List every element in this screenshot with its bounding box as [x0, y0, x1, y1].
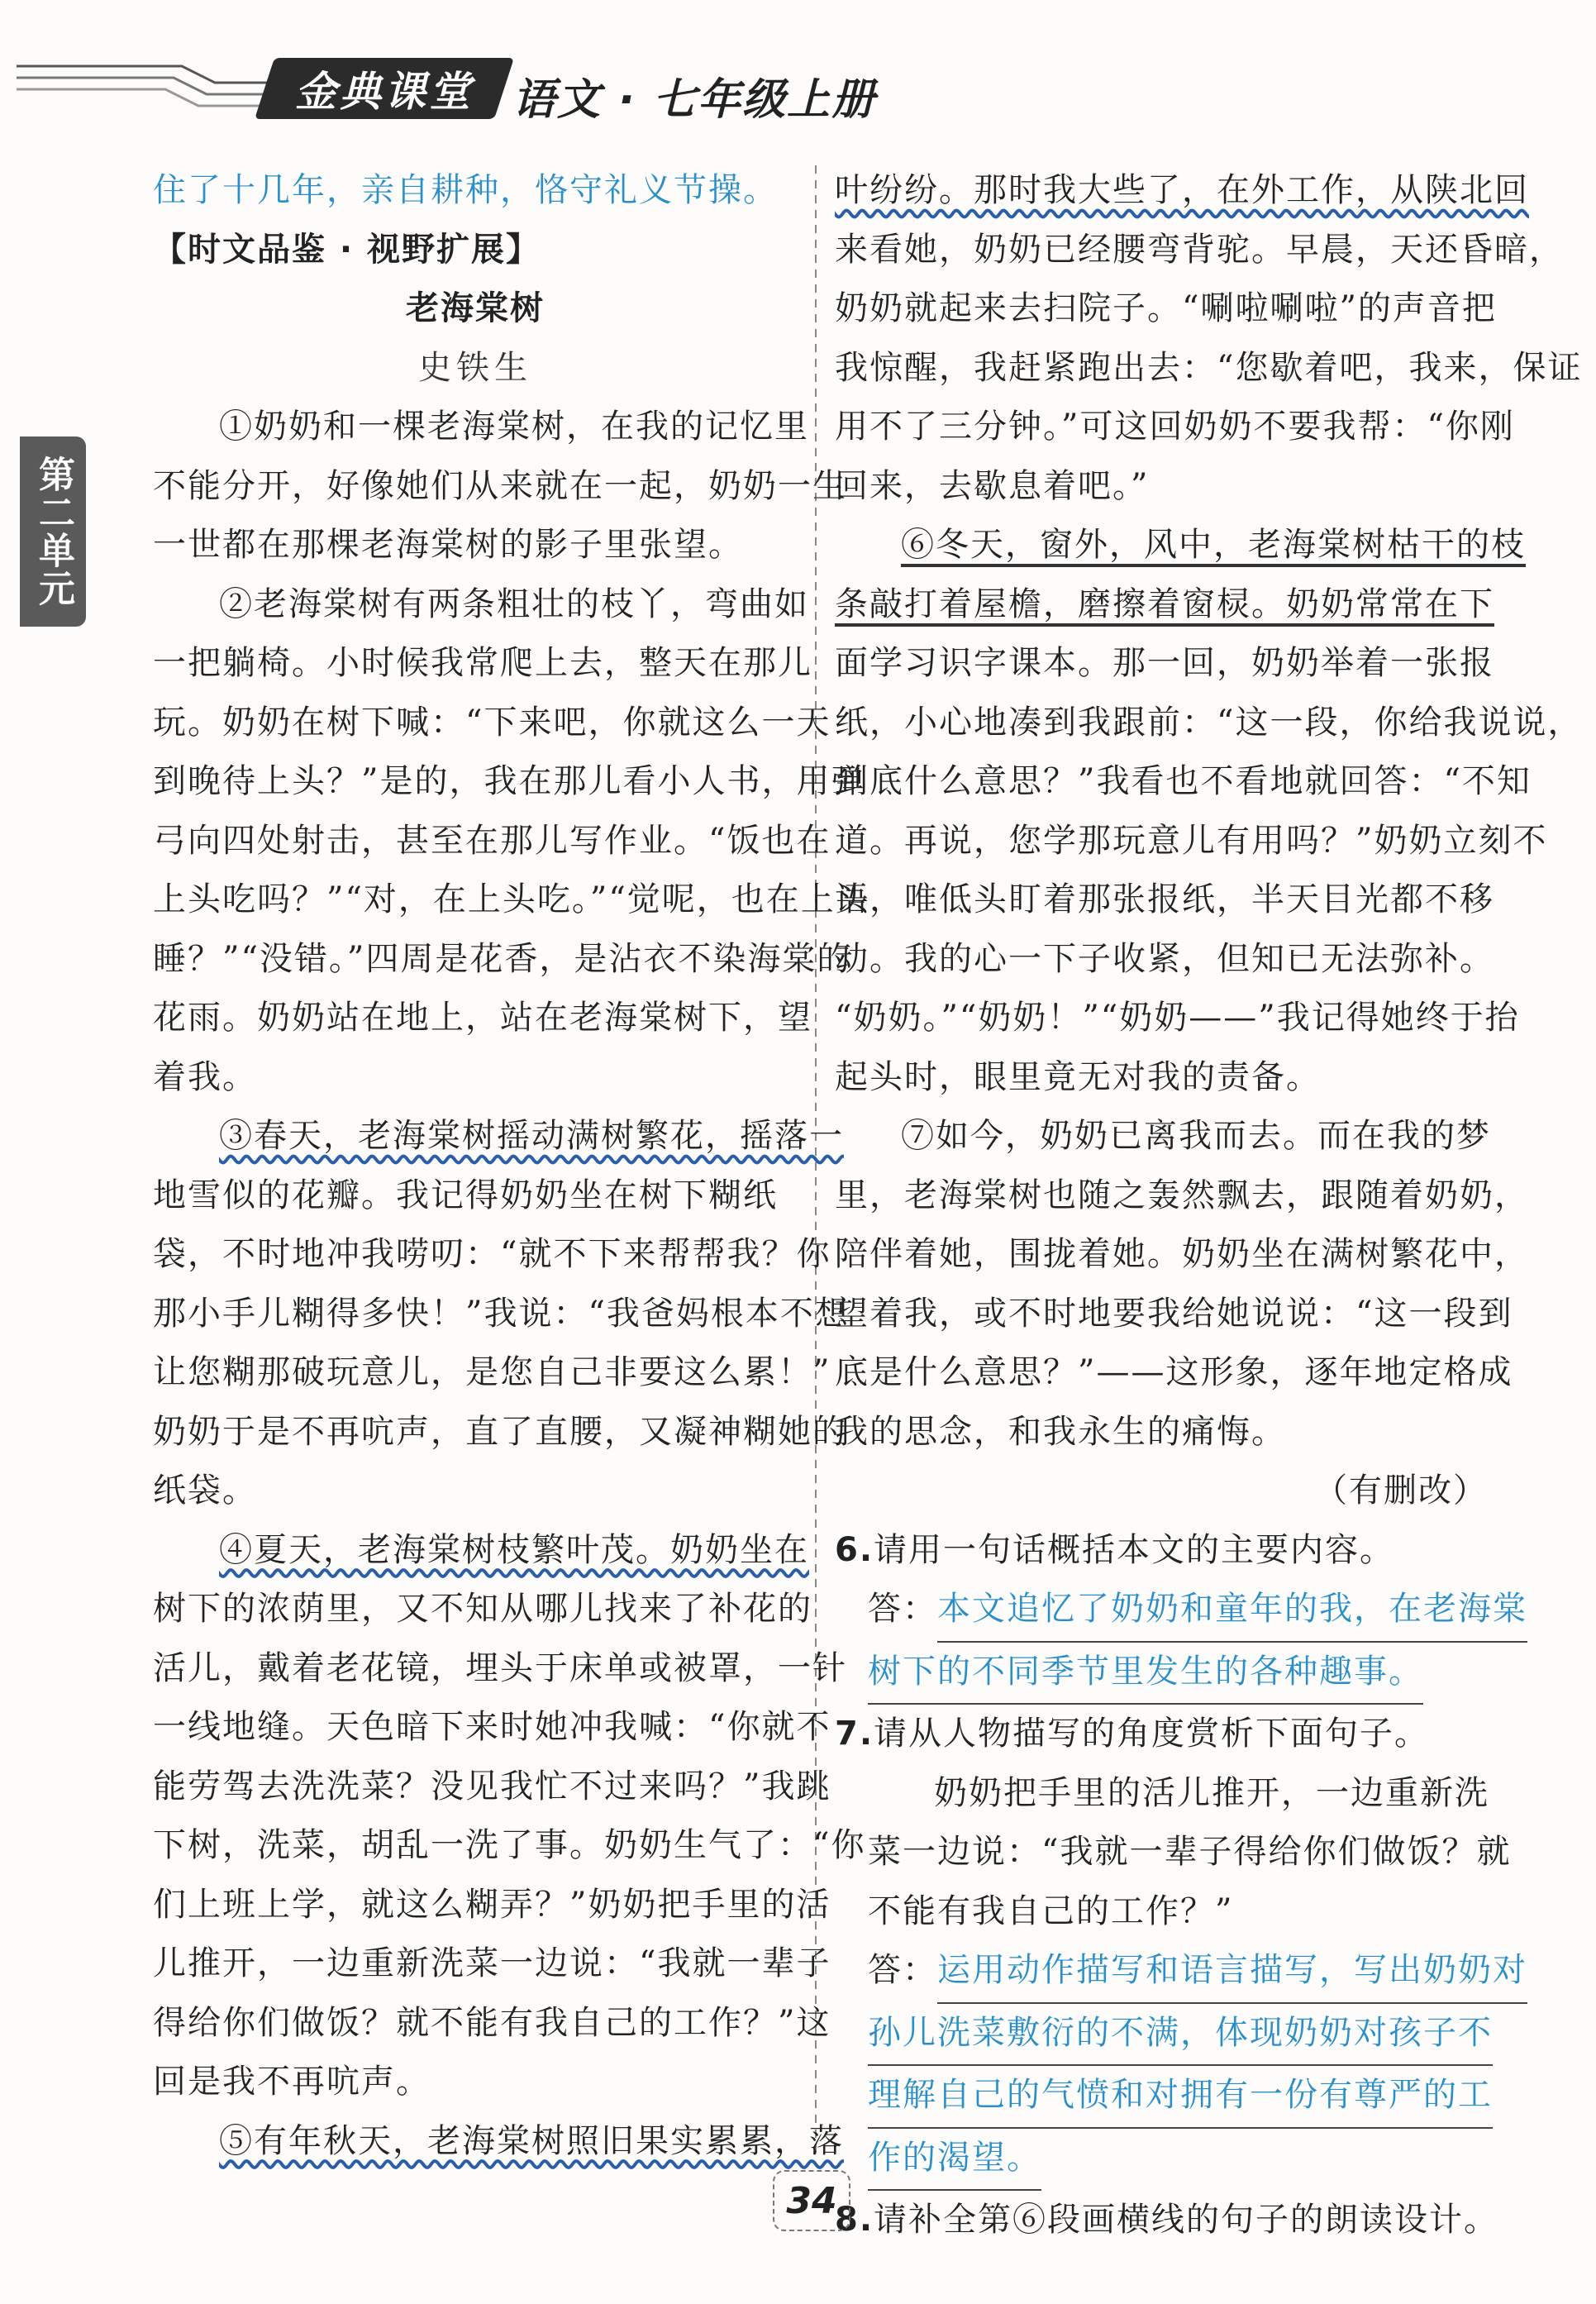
quote-line: 菜一边说：“我就一辈子得给你们做饭？就	[868, 1833, 1512, 1871]
handwritten-answer: 本文追忆了奶奶和童年的我，在老海棠	[937, 1580, 1527, 1643]
paragraph-line: 我惊醒，我赶紧跑出去：“您歇着吧，我来，保证	[835, 348, 1583, 387]
paragraph-line: 我的思念，和我永生的痛悔。	[835, 1412, 1286, 1451]
wavy-underlined-text: ③春天，老海棠树摇动满树繁花，摇落一	[219, 1117, 844, 1155]
paragraph-line: 语，唯低头盯着那张报纸，半天目光都不移	[835, 880, 1494, 918]
page-number: 34	[773, 2170, 850, 2231]
brand-badge-text: 金典课堂	[295, 68, 474, 116]
paragraph-line: “奶奶。”“奶奶！”“奶奶——”我记得她终于抬	[835, 999, 1520, 1037]
question-text: 请用一句话概括本文的主要内容。	[874, 1530, 1395, 1569]
handwritten-answer: 理解自己的气愤和对拥有一份有尊严的工	[868, 2066, 1493, 2129]
wavy-underlined-text: ④夏天，老海棠树枝繁叶茂。奶奶坐在	[219, 1530, 809, 1569]
paragraph-line: 让您糊那破玩意儿，是您自己非要这么累！”	[153, 1353, 831, 1391]
question-number: 6.	[835, 1530, 874, 1569]
paragraph-line: 地雪似的花瓣。我记得奶奶坐在树下糊纸	[153, 1176, 778, 1214]
paragraph-line: 底是什么意思？”——这形象，逐年地定格成	[835, 1353, 1513, 1391]
paragraph-line: 儿推开，一边重新洗菜一边说：“我就一辈子	[153, 1944, 831, 1982]
book-subtitle: 语文 · 七年级上册	[512, 75, 876, 125]
handwritten-answer: 树下的不同季节里发生的各种趣事。	[868, 1643, 1423, 1705]
paragraph-line: 来看她，奶奶已经腰弯背驼。早晨，天还昏暗，	[835, 230, 1564, 269]
paragraph-line: 活儿，戴着老花镜，埋头于床单或被罩，一针	[153, 1648, 847, 1687]
paragraph-line: 睡？”“没错。”四周是花香，是沾衣不染海棠的	[153, 939, 852, 978]
underlined-text: ⑥冬天，窗外，风中，老海棠树枯干的枝	[901, 526, 1526, 564]
paragraph-line: 花雨。奶奶站在地上，站在老海棠树下，望	[153, 999, 812, 1037]
paragraph-line: 玩。奶奶在树下喊：“下来吧，你就这么一天	[153, 703, 831, 742]
paragraph-line: 奶奶于是不再吭声，直了直腰，又凝神糊她的	[153, 1412, 847, 1451]
question-number: 8.	[835, 2201, 874, 2239]
intro-line: 住了十几年，亲自耕种，恪守礼义节操。	[153, 171, 778, 209]
paragraph-line	[153, 1107, 844, 1166]
quote-line: 奶奶把手里的活儿推开，一边重新洗	[934, 1773, 1489, 1812]
left-column	[153, 161, 870, 2171]
question-text: 请补全第⑥段画横线的句子的朗读设计。	[874, 2201, 1499, 2239]
answer-line	[835, 2004, 1493, 2067]
paragraph-line	[153, 2112, 844, 2172]
wavy-underlined-text: 叶纷纷。那时我大些了，在外工作，从陕北回	[835, 171, 1529, 209]
answer-label: 答：	[868, 1951, 937, 1989]
paragraph-line: 能劳驾去洗洗菜？没见我忙不过来吗？”我跳	[153, 1767, 831, 1806]
paragraph-line	[835, 575, 1494, 635]
question-8	[835, 2191, 1499, 2250]
paragraph-line	[835, 161, 1529, 221]
answer-label: 答：	[868, 1590, 937, 1628]
article-author: 史铁生	[418, 348, 532, 387]
paragraph-line: 一世都在那棵老海棠树的影子里张望。	[153, 526, 743, 564]
paragraph-line: 面学习识字课本。那一回，奶奶举着一张报	[835, 644, 1494, 682]
source-note: （有删改）	[1314, 1472, 1488, 1510]
brand-badge	[255, 58, 514, 119]
paragraph-line: 一把躺椅。小时候我常爬上去，整天在那儿	[153, 644, 812, 682]
wavy-underlined-text: ⑤有年秋天，老海棠树照旧果实累累，落	[219, 2121, 844, 2160]
paragraph-line	[153, 1521, 809, 1581]
paragraph-line: 回来，去歇息着吧。”	[835, 466, 1150, 505]
answer-line	[835, 1580, 1527, 1643]
paragraph-line: 望着我，或不时地要我给她说说：“这一段到	[835, 1294, 1513, 1333]
section-heading: 【时文品鉴 · 视野扩展】	[153, 230, 541, 269]
handwritten-answer: 孙儿洗菜敷衍的不满，体现奶奶对孩子不	[868, 2004, 1493, 2067]
unit-side-tab	[20, 436, 86, 627]
quote-line: 不能有我自己的工作？”	[868, 1891, 1234, 1930]
paragraph-line: 上头吃吗？”“对，在上头吃。”“觉呢，也在上头	[153, 880, 870, 918]
handwritten-answer: 作的渴望。	[868, 2129, 1041, 2192]
paragraph-line: 袋，不时地冲我唠叨：“就不下来帮帮我？你	[153, 1235, 831, 1273]
paragraph-line: 到底什么意思？”我看也不看地就回答：“不知	[835, 762, 1532, 800]
paragraph-line: 纸袋。	[153, 1472, 257, 1510]
question-number: 7.	[835, 1715, 874, 1753]
paragraph-line: ①奶奶和一棵老海棠树，在我的记忆里	[219, 408, 809, 446]
answer-line	[835, 2129, 1488, 2192]
paragraph-line: 树下的浓荫里，又不知从哪儿找来了补花的	[153, 1590, 812, 1628]
article-title: 老海棠树	[406, 289, 545, 327]
paragraph-line: ⑦如今，奶奶已离我而去。而在我的梦	[901, 1117, 1491, 1155]
header-decoration-lines	[17, 58, 289, 116]
paragraph-line: 到晚待上头？”是的，我在那儿看小人书，用弹	[153, 762, 866, 800]
paragraph-line: 弓向四处射击，甚至在那儿写作业。“饭也在	[153, 821, 831, 860]
paragraph-line: 道。再说，您学那玩意儿有用吗？”奶奶立刻不	[835, 821, 1548, 860]
handwritten-answer: 运用动作描写和语言描写，写出奶奶对	[937, 1941, 1527, 2004]
question-6	[835, 1521, 1488, 1581]
paragraph-line: 陪伴着她，围拢着她。奶奶坐在满树繁花中，	[835, 1235, 1529, 1273]
paragraph-line: ②老海棠树有两条粗壮的枝丫，弯曲如	[219, 584, 809, 623]
paragraph-line: 用不了三分钟。”可这回奶奶不要我帮：“你刚	[835, 408, 1515, 446]
right-column	[835, 161, 1583, 2250]
paragraph-line: 着我。	[153, 1057, 257, 1096]
question-7	[835, 1705, 1488, 1764]
answer-line	[835, 1643, 1488, 1705]
paragraph-line: 一线地缝。天色暗下来时她冲我喊：“你就不	[153, 1708, 831, 1746]
paragraph-line: 动。我的心一下子收紧，但知已无法弥补。	[835, 939, 1494, 978]
paragraph-line: 纸，小心地凑到我跟前：“这一段，你给我说说，	[835, 703, 1583, 742]
question-text: 请从人物描写的角度赏析下面句子。	[874, 1715, 1430, 1753]
paragraph-line: 不能分开，好像她们从来就在一起，奶奶一生	[153, 466, 847, 505]
unit-side-tab-label: 第二单元	[32, 456, 74, 608]
paragraph-line	[835, 516, 1526, 575]
answer-line	[835, 2066, 1493, 2129]
paragraph-line: 下树，洗菜，胡乱一洗了事。奶奶生气了：“你	[153, 1826, 866, 1864]
underlined-text: 条敲打着屋檐，磨擦着窗棂。奶奶常常在下	[835, 584, 1494, 623]
paragraph-line: 里，老海棠树也随之轰然飘去，跟随着奶奶，	[835, 1176, 1529, 1214]
paragraph-line: 奶奶就起来去扫院子。“唰啦唰啦”的声音把	[835, 289, 1497, 327]
paragraph-line: 们上班上学，就这么糊弄？”奶奶把手里的活	[153, 1885, 831, 1924]
answer-line	[835, 1941, 1527, 2004]
page-header	[0, 0, 1596, 141]
paragraph-line: 起头时，眼里竟无对我的责备。	[835, 1057, 1321, 1096]
paragraph-line: 得给你们做饭？就不能有我自己的工作？”这	[153, 2003, 831, 2042]
paragraph-line: 那小手儿糊得多快！”我说：“我爸妈根本不想	[153, 1294, 850, 1333]
paragraph-line: 回是我不再吭声。	[153, 2063, 431, 2101]
